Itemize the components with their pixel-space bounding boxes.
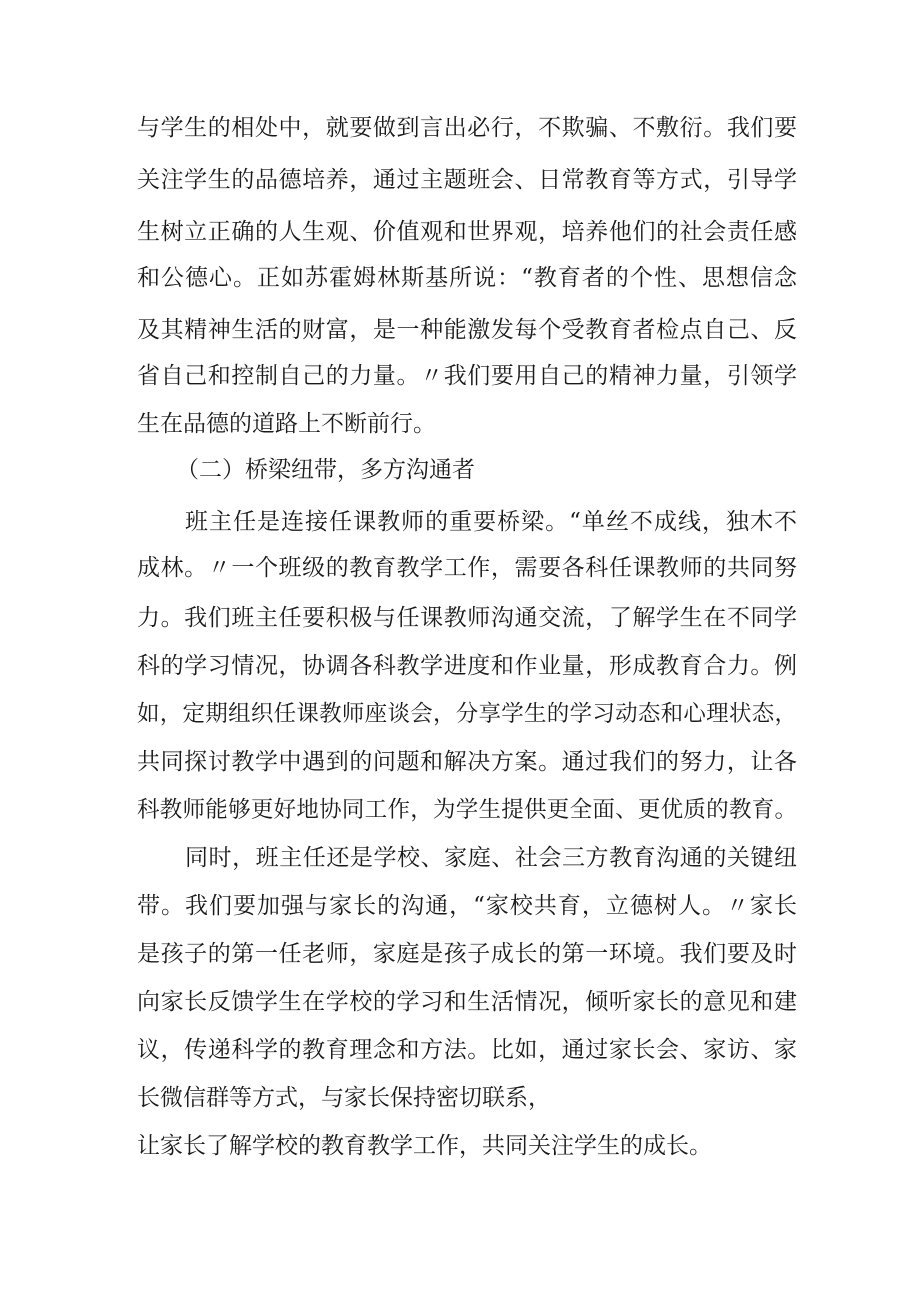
document-line: 关注学生的品德培养，通过主题班会、日常教育等方式，引导学 — [137, 167, 797, 193]
document-line: 生树立正确的人生观、价值观和世界观，培养他们的社会责任感 — [137, 219, 797, 245]
document-line: 省自己和控制自己的力量。〃我们要用自己的精神力量，引领学 — [137, 363, 797, 389]
document-line: 生在品德的道路上不断前行。 — [137, 411, 436, 437]
document-line: 议，传递科学的教育理念和方法。比如，通过家长会、家访、家 — [137, 1037, 797, 1063]
document-line: 让家长了解学校的教育教学工作，共同关注学生的成长。 — [137, 1133, 712, 1159]
document-line: 及其精神生活的财富，是一种能激发每个受教育者检点自己、反 — [137, 317, 797, 343]
document-line: （二）桥梁纽带，多方沟通者 — [176, 457, 475, 483]
document-line: 科教师能够更好地协同工作，为学生提供更全面、更优质的教育。 — [137, 797, 797, 823]
document-line: 班主任是连接任课教师的重要桥梁。“单丝不成线，独木不 — [185, 509, 797, 535]
document-line: 长微信群等方式，与家长保持密切联系， — [137, 1085, 551, 1111]
document-line: 与学生的相处中，就要做到言出必行，不欺骗、不敷衍。我们要 — [137, 115, 797, 141]
document-line: 带。我们要加强与家长的沟通，“家校共育，立德树人。〃家长 — [137, 893, 797, 919]
document-line: 成林。〃一个班级的教育教学工作，需要各科任课教师的共同努 — [137, 555, 797, 581]
document-line: 如，定期组织任课教师座谈会，分享学生的学习动态和心理状态， — [137, 701, 797, 727]
document-line: 向家长反馈学生在学校的学习和生活情况，倾听家长的意见和建 — [137, 989, 797, 1015]
document-line: 同时，班主任还是学校、家庭、社会三方教育沟通的关键纽 — [185, 845, 797, 871]
document-line: 是孩子的第一任老师，家庭是孩子成长的第一环境。我们要及时 — [137, 941, 797, 967]
document-line: 共同探讨教学中遇到的问题和解决方案。通过我们的努力，让各 — [137, 749, 797, 775]
document-line: 和公德心。正如苏霍姆林斯基所说：“教育者的个性、思想信念 — [137, 265, 797, 291]
document-line: 科的学习情况，协调各科教学进度和作业量，形成教育合力。例 — [137, 653, 797, 679]
document-line: 力。我们班主任要积极与任课教师沟通交流，了解学生在不同学 — [137, 605, 797, 631]
